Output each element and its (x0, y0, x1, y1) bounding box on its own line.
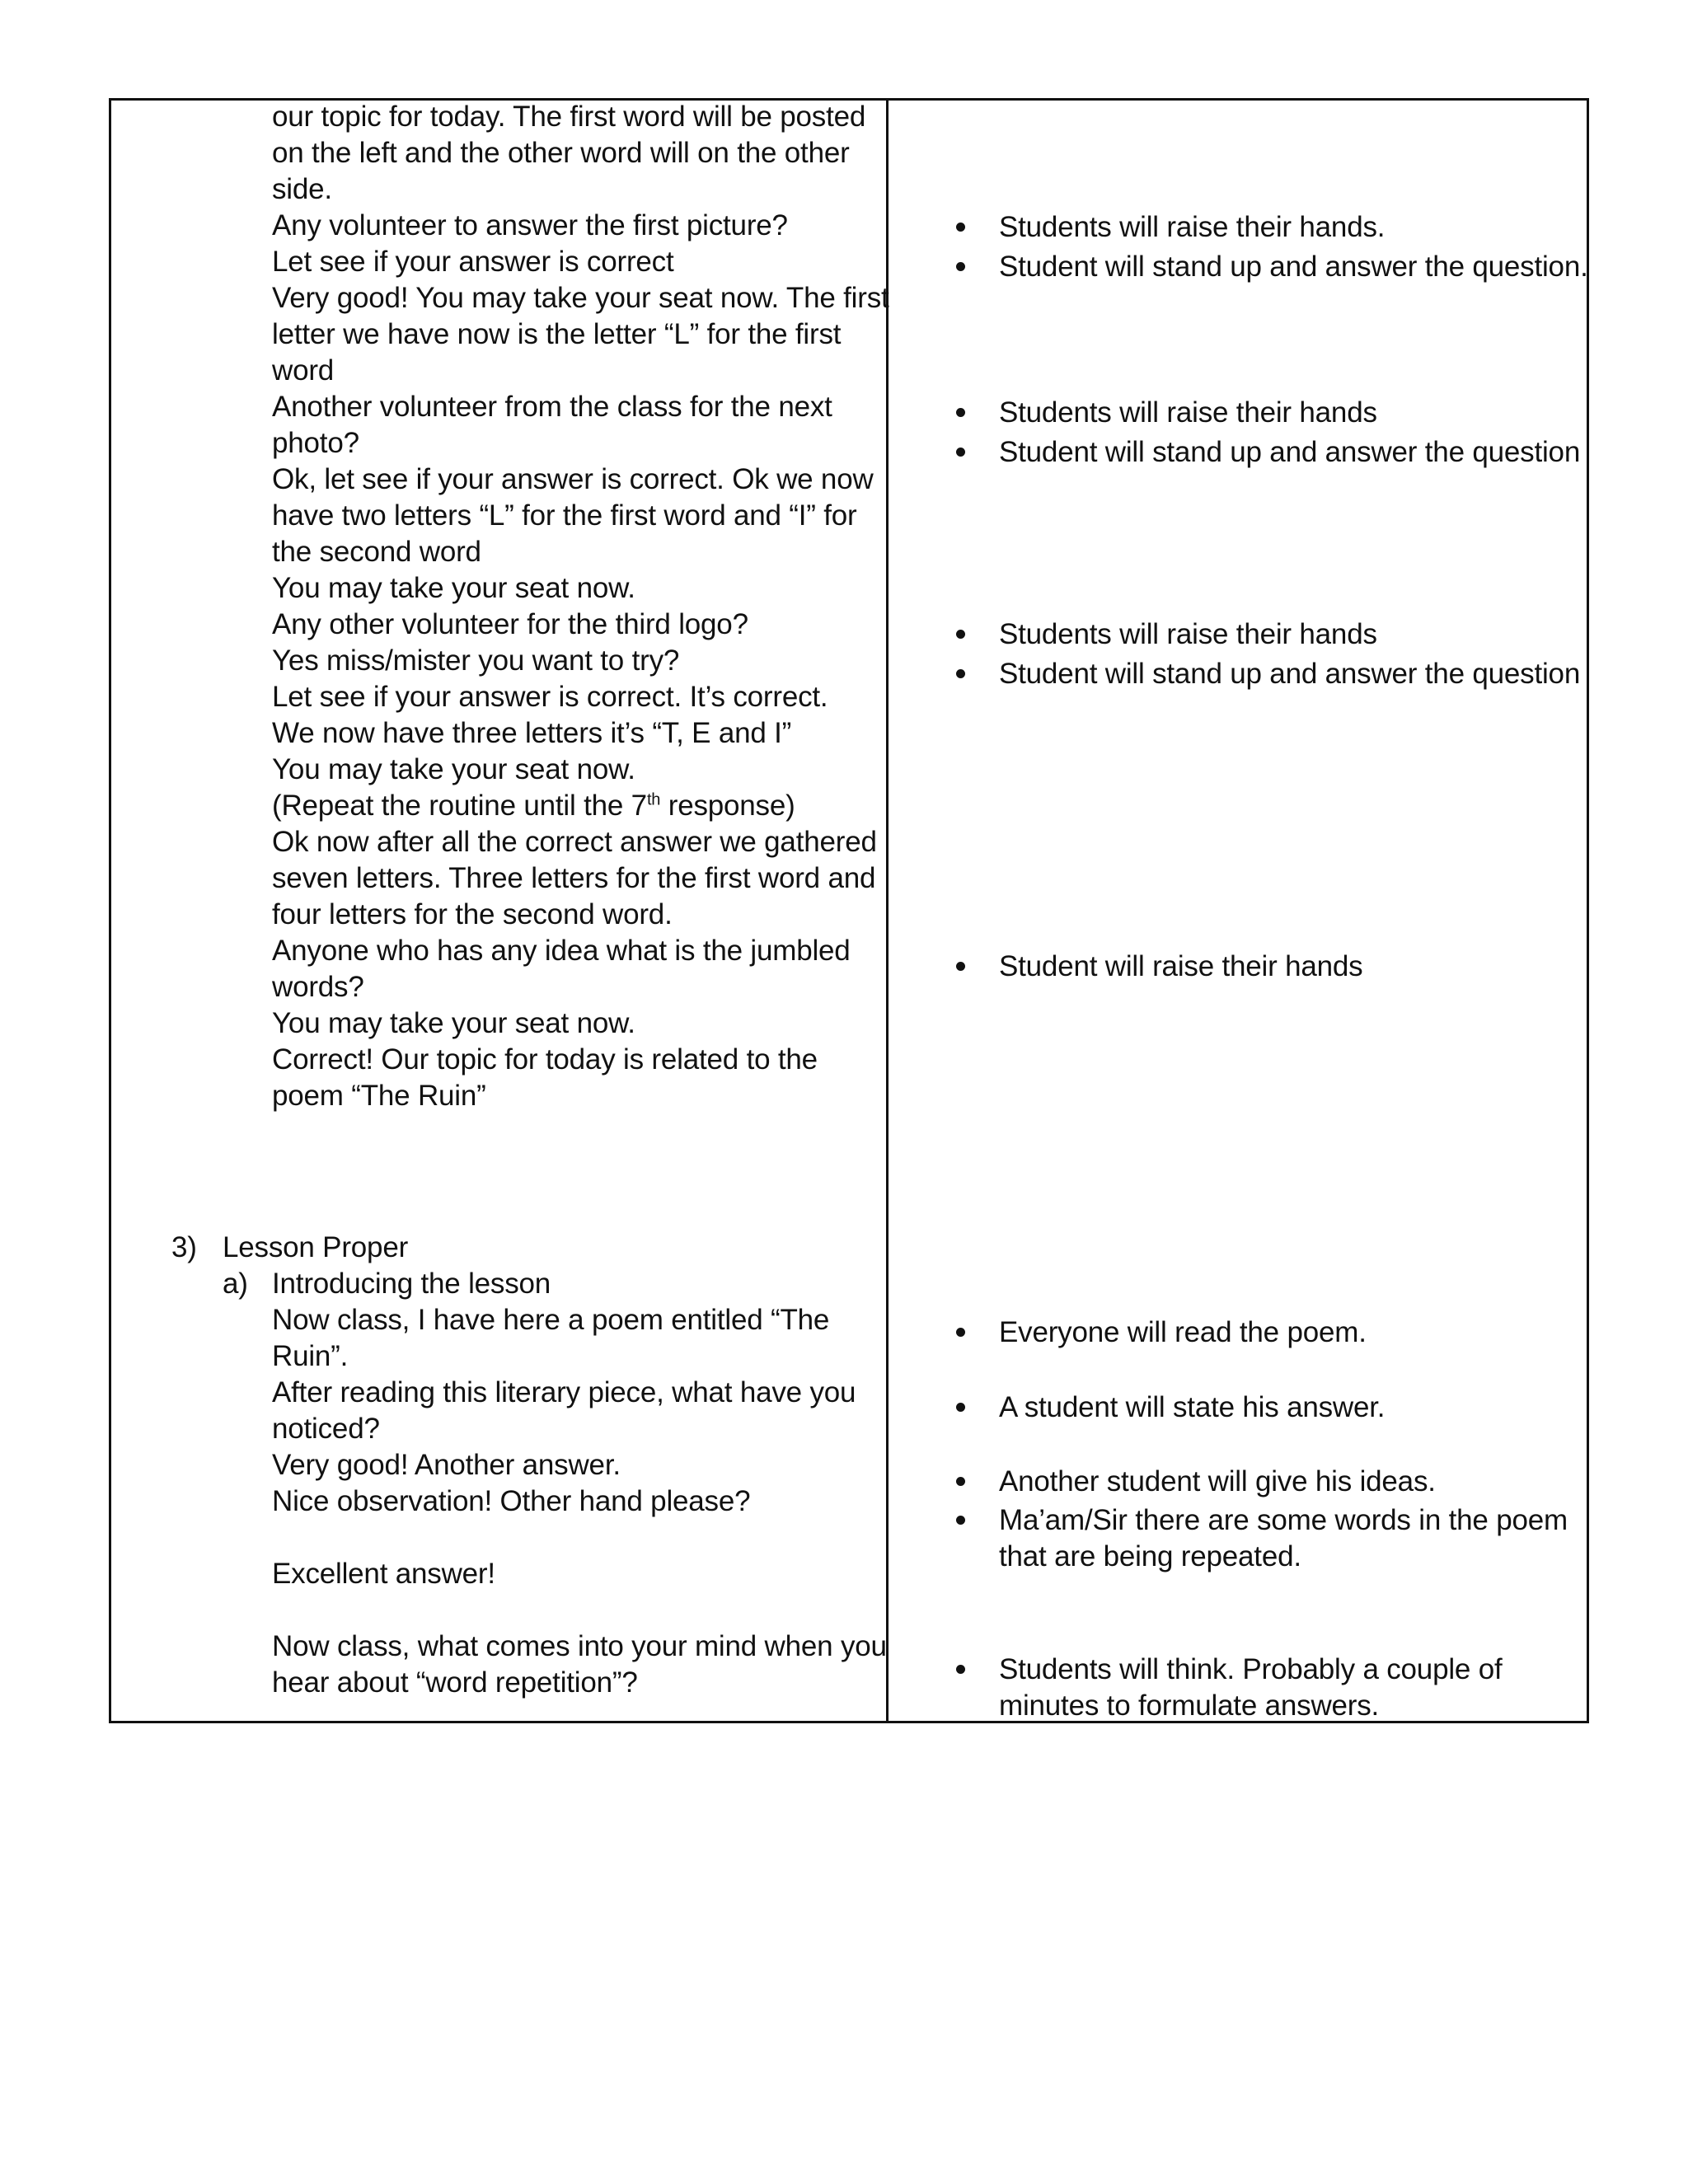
teacher-line: word (272, 354, 335, 387)
teacher-line: Ok now after all the correct answer we gathered (272, 826, 877, 858)
repeat-line-end: response) (660, 790, 795, 822)
lesson-line: Now class, what comes into your mind when you (272, 1630, 887, 1662)
bullet-icon (956, 630, 965, 639)
teacher-line: words? (272, 971, 364, 1003)
bullet-icon (956, 1477, 965, 1486)
teacher-line: side. (272, 173, 332, 205)
student-bullet-text: Students will think. Probably a couple of (999, 1653, 1503, 1685)
section-number: 3) (171, 1231, 197, 1263)
bullet-icon (956, 1516, 965, 1525)
teacher-line: seven letters. Three letters for the first word and (272, 862, 876, 894)
teacher-line: our topic for today. The first word will be posted (272, 101, 866, 133)
teacher-line: You may take your seat now. (272, 572, 635, 604)
lesson-line: Now class, I have here a poem entitled “The (272, 1304, 830, 1336)
bullet-icon (956, 1403, 965, 1412)
student-bullet-text: Student will stand up and answer the question. (999, 251, 1588, 283)
student-bullet-text: Students will raise their hands (999, 396, 1377, 429)
lesson-line: Nice observation! Other hand please? (272, 1485, 751, 1517)
student-bullet-text: Student will raise their hands (999, 950, 1363, 982)
lesson-line: Very good! Another answer. (272, 1449, 621, 1481)
teacher-line: the second word (272, 536, 481, 568)
teacher-line: Yes miss/mister you want to try? (272, 644, 680, 677)
student-bullet-text: Students will raise their hands (999, 618, 1377, 650)
bullet-icon (956, 1665, 965, 1674)
bullet-icon (956, 262, 965, 271)
teacher-line: Very good! You may take your seat now. The first (272, 282, 889, 314)
teacher-line: on the left and the other word will on the other (272, 137, 850, 169)
teacher-line: photo? (272, 427, 359, 459)
bullet-icon (956, 408, 965, 417)
sub-section-title: Introducing the lesson (272, 1268, 551, 1300)
student-bullet-text: Student will stand up and answer the question (999, 658, 1581, 690)
lesson-line: After reading this literary piece, what have you (272, 1376, 856, 1408)
teacher-line: four letters for the second word. (272, 898, 673, 930)
student-bullet-text: Students will raise their hands. (999, 211, 1386, 243)
lesson-line: Ruin”. (272, 1340, 349, 1372)
student-bullet-text: minutes to formulate answers. (999, 1690, 1380, 1722)
repeat-routine-line (272, 788, 795, 824)
column-divider (886, 101, 889, 1721)
teacher-line: Anyone who has any idea what is the jumbled (272, 935, 851, 967)
bullet-icon (956, 962, 965, 971)
ordinal-suffix: th (646, 790, 661, 809)
teacher-line: Let see if your answer is correct. It’s correct. (272, 681, 828, 713)
teacher-line: We now have three letters it’s “T, E and I” (272, 717, 792, 749)
student-bullet-text: Everyone will read the poem. (999, 1316, 1367, 1348)
lesson-line: hear about “word repetition”? (272, 1666, 638, 1699)
lesson-line: Excellent answer! (272, 1558, 495, 1590)
teacher-line: Another volunteer from the class for the next (272, 391, 832, 423)
sub-section-letter: a) (223, 1268, 248, 1300)
teacher-line: Ok, let see if your answer is correct. Ok we now (272, 463, 874, 495)
student-bullet-text: A student will state his answer. (999, 1391, 1386, 1423)
student-bullet-text: Student will stand up and answer the question (999, 436, 1581, 468)
student-bullet-text: Ma’am/Sir there are some words in the poem (999, 1504, 1568, 1536)
bullet-icon (956, 669, 965, 678)
student-bullet-text: that are being repeated. (999, 1540, 1301, 1572)
teacher-line: Any other volunteer for the third logo? (272, 608, 748, 640)
teacher-line: Let see if your answer is correct (272, 246, 674, 278)
teacher-line: poem “The Ruin” (272, 1080, 486, 1112)
bullet-icon (956, 1328, 965, 1337)
teacher-line: Correct! Our topic for today is related to the (272, 1043, 818, 1076)
section-title: Lesson Proper (223, 1231, 409, 1263)
teacher-line: letter we have now is the letter “L” for the first (272, 318, 842, 350)
teacher-line: have two letters “L” for the first word and “I” for (272, 499, 857, 532)
teacher-line: You may take your seat now. (272, 1007, 635, 1039)
teacher-line: You may take your seat now. (272, 753, 635, 785)
repeat-line-start: (Repeat the routine until the 7 (272, 790, 647, 822)
bullet-icon (956, 448, 965, 457)
bullet-icon (956, 223, 965, 232)
teacher-line: Any volunteer to answer the first picture? (272, 209, 788, 241)
student-bullet-text: Another student will give his ideas. (999, 1465, 1436, 1497)
lesson-line: noticed? (272, 1413, 380, 1445)
